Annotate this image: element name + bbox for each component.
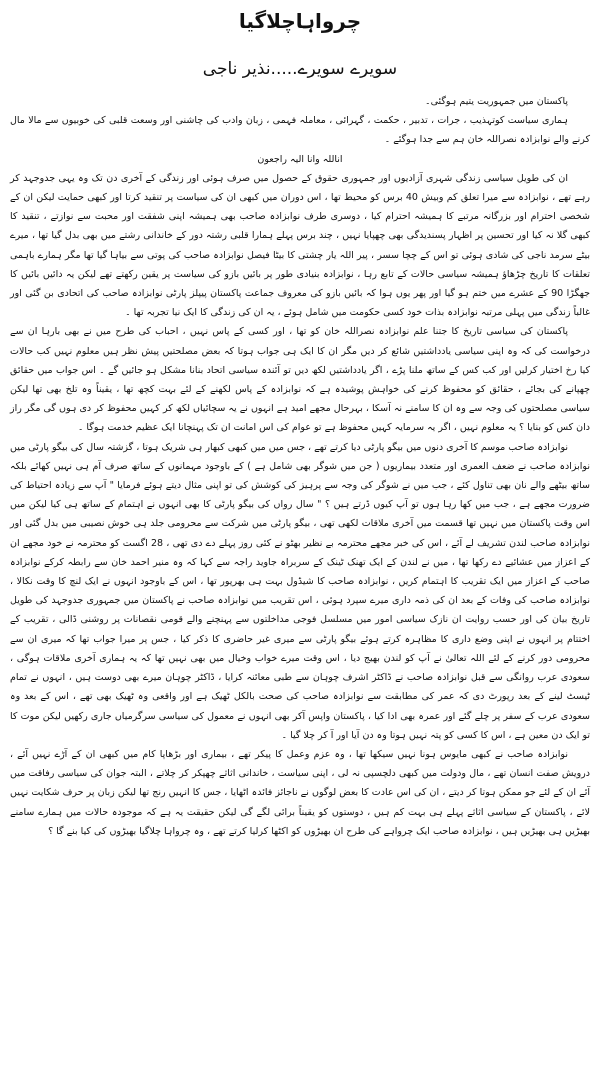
body-paragraph: ان کی طویل سیاسی زندگی شہری آزادیوں اور جمہوری حقوق کے حصول میں صرف ہوئی اور زندگی کے آخری دن تک وہ یہی جدوجہد کر رہے تھے ، نوابزادہ سے میرا تعلق کم وبیش 40 برس کو محیط تھا ، اس دوران میں کبھی ان کی سیاست پر تنقید کرتا اور کبھی حمایت لیکن ان کے شخصی احترام اور بزرگانہ مرتبے کا ہمیشہ احترام کیا ، دوسری طرف نوابزادہ صاحب بھی ہمیشہ اپنی شفقت اور محبت سے نوازتے ، تنقید کا کبھی گلا نہ کیا اور تحسین پر اظہار پسندیدگی بھی چھپایا نہیں ، چند برس پہلے ہمارا قلبی رشتہ دور کے خاندانی رشتے میں بھی بدل گیا تھا ، میرے بیٹے سرمد ناجی کی شادی ہوئی تو اس کے چچا سسر ، پیر اللہ یار چشتی کا بیٹا فیصل نوابزادہ صاحب کی پوتی سے بیاہا گیا تھا مگر ہمارے باہمی تعلقات کا تاریخ چڑھاؤ ہمیشہ سیاسی حالات کے تابع رہا ، نوابزادہ بنیادی طور پر بائیں بازو کی سیاست پر یقین رکھتے تھے لیکن یہ دائیں بائیں کا جھگڑا 90 کے عشرے میں ختم ہو گیا اور پھر یوں ہوا کہ بائیں بازو کی معروف جماعت پاکستان پیپلز پارٹی نوابزادہ صاحب کی اتحادی بن گئی اور غالباً زندگی میں پہلی مرتبہ نوابزادہ بذات خود کسی حکومت میں شامل ہوئے ، یہ ان کی زندگی کا ایک نیا تجربہ تھا ۔ bbox=[10, 172, 591, 319]
body-paragraph: نوابزادہ صاحب موسم کا آخری دنوں میں بیگو پارٹی دیا کرتے تھے ، جس میں میں کبھی کبھار ہی شریک ہوتا ، گزشتہ سال کی بیگو پارٹی میں نوابزادہ صاحب نے ضعف العمری اور متعدد بیماریوں ( جن میں شوگر بھی شامل ہے ) کے باوجود مہمانوں کے ساتھ صرف آم ہی نہیں کھائے بلکہ ساتھ بیٹھے والے نان بھی تناول کئے ، جب میں نے شوگر کی وجہ سے پرہیز کی کوشش کی تو اپنی مثال دیتے ہوئے فرمایا " آپ سے زیادہ احتیاط کی ضرورت مجھے ہے ، جب میں کھا رہا ہوں تو آپ کیوں ڈرتے ہیں ؟ " سال رواں کی بیگو پارٹی کا بھی انہوں نے اہتمام کے ساتھ ہی کیا لیکن میں اس وقت پاکستان میں نہیں تھا قسمت میں آخری ملاقات لکھی تھی ، بیگو پارٹی میں شرکت سے محرومی جلد ہی خوش نصیبی میں بدل گئی اور نوابزادہ صاحب لندن تشریف لے آئے ، اس کی خبر مجھے محترمہ بے نظیر بھٹو نے کئی روز پہلے دے دی تھی ، 28 اگست کو محترمہ نے خود مجھے ان کے اعزاز میں عشائیے دے رکھا تھا ، میں نے لندن کے ایک تھنک ٹینک کے سربراہ جاوید راجہ سے کہا کہ وہ منیر احمد خان سے رابطہ کرکے نوابزادہ صاحب کے اعزاز میں ایک تقریب کا اہتمام کریں ، نوابزادہ صاحب کا شیڈول بہت ہی بھرپور تھا ، اس کے باوجود انہوں نے ایک لنچ کا وقت نکالا ، نوابزادہ صاحب کی وفات کے بعد ان کی ذمہ داری میرے سپرد ہوئی ، اس تقریب میں نوابزادہ صاحب نے پاکستان میں جمہوری جدوجہد کی طویل تاریخ بیان کی اور حسب روایت ان نازک سیاسی امور میں مسلسل فوجی مداخلتوں سے پہنچنے والے قومی نقصانات پر روشنی ڈالی ، تقریب کے اختتام پر انہوں نے اپنی وضع داری کا مظاہرہ کرتے ہوئے بیگو پارٹی سے میری غیر حاضری کا ذکر کیا ، جس پر میرا جواب تھا کہ میری ان سے محرومی دور کرنے کے لئے اللہ تعالیٰ نے آپ کو لندن بھیج دیا ، اس وقت میرے خواب وخیال میں بھی نہیں تھا کہ یہ ہماری آخری ملاقات ہوگی ، سعودی عرب روانگی سے قبل نوابزادہ صاحب نے ڈاکٹر اشرف چوہان سے طبی معائنہ کرایا ، ڈاکٹر چوہان میرے بھی دوست ہیں ، انہوں نے تمام ٹیسٹ لینے کے بعد رپورٹ دی کہ عمر کی مطابقت سے نوابزادہ صاحب کی صحت بالکل ٹھیک ہے اور واقعی وہ ٹھیک بھی تھے ، اس کے بعد وہ سعودی عرب کے سفر پر چلے گئے اور عمرہ بھی ادا کیا ، پاکستان واپس آکر بھی انہوں نے معمول کی سیاسی سرگرمیاں جاری رکھیں لیکن موت کا تو ایک دن معین ہے ، اس کا کسی کو پتہ نہیں ہوتا وہ دن آیا اور آ کر چلا گیا ۔ bbox=[10, 441, 590, 741]
body-paragraph: پاکستان کی سیاسی تاریخ کا جتنا علم نوابزادہ نصراللہ خان کو تھا ، اور کسی کے پاس نہیں ، احباب کی طرح میں نے بھی بارہا ان سے درخواست کی کہ وہ اپنی سیاسی یادداشتیں شائع کر دیں مگر ان کا ایک ہی جواب ہوتا کہ بعض مصلحتیں پیش نظر ہیں معلوم نہیں کب حالات کیا رخ اختیار کرلیں اور کب کس کے ساتھ ملنا پڑے ، اگر یادداشتیں لکھ دیں تو آئندہ سیاسی اتحاد بنانا مشکل ہو جائیں گے ۔ اس جواب میں حقائق چھپانے کی بجائے ، حقائق کو محفوظ کرنے کی خواہش پوشیدہ ہے کہ نوابزادہ کے پاس لکھنے کے لئے بہت کچھ تھا ، یقیناً وہ تلخ بھی تھا لیکن سیاسی مصلحتوں کی وجہ سے وہ ان کا سامنے نہ آسکا ، بہرحال مجھے امید ہے انہوں نے یہ سچائیاں لکھ کر کہیں محفوظ کر دی ہوں گی مگر راز دان کس کو بنایا ؟ یہ معلوم نہیں ، اگر یہ سرمایہ کہیں محفوظ ہے تو عوام کی اس امانت ان تک پہنچانا ایک عظیم خدمت ہوگا ۔ bbox=[10, 326, 590, 434]
column-body bbox=[10, 92, 590, 841]
intro-paragraph: ہماری سیاست کوتہذیب ، جرات ، تدبیر ، حکمت ، گہرائی ، معاملہ فہمی ، زبان وادب کی چاشنی اور وسعت قلبی کی خوبیوں سے مالا مال کرنے والے نوابزادہ نصراللہ خان ہم سے جدا ہوگئے ۔ bbox=[10, 115, 590, 146]
closing-paragraph: نوابزادہ صاحب نے کبھی مایوس ہونا نہیں سیکھا تھا ، وہ عزم وعمل کا پیکر تھے ، بیماری اور بڑھاپا کام میں کبھی ان کے آڑے نہیں آئے ، درویش صفت انسان تھے ، مال ودولت میں کبھی دلچسپی نہ لی ، اپنی سیاست ، خاندانی اثاثے چھپکر کر چلاتے ، البتہ جوان کی سیاسی رفاقت میں آئے ان کے لئے جو ممکن ہوتا کر دیتے ، ان کی اس عادت کا بعض لوگوں نے ناجائز فائدہ اٹھایا ، جس کا انہیں رنج تھا لیکن زبان پر حرف شکایت نہیں لائے ، پاکستان کے سیاسی اثاثے پہلے ہی بہت کم ہیں ، دوستوں کو یقیناً برائی لگے گی لیکن حقیقت یہ ہے کہ موجودہ حالات میں ہمارے سامنے بھیڑیں ہی بھیڑیں ہیں ، نوابزادہ صاحب ایک چرواہے کی طرح ان بھیڑوں کو اکٹھا کرلیا کرتے تھے ، وہ چرواہا چلاگیا بھیڑوں کی کیا بنے گا ؟ bbox=[10, 748, 590, 837]
column-title: چرواہاچلاگیا bbox=[238, 9, 362, 33]
condolence-line: اناللہ وانا الیہ راجعون bbox=[257, 153, 343, 165]
column-byline: سویرے سویرے.....نذیر ناجی bbox=[202, 59, 398, 79]
opening-line: پاکستان میں جمہوریت یتیم ہوگئی۔ bbox=[425, 96, 568, 107]
